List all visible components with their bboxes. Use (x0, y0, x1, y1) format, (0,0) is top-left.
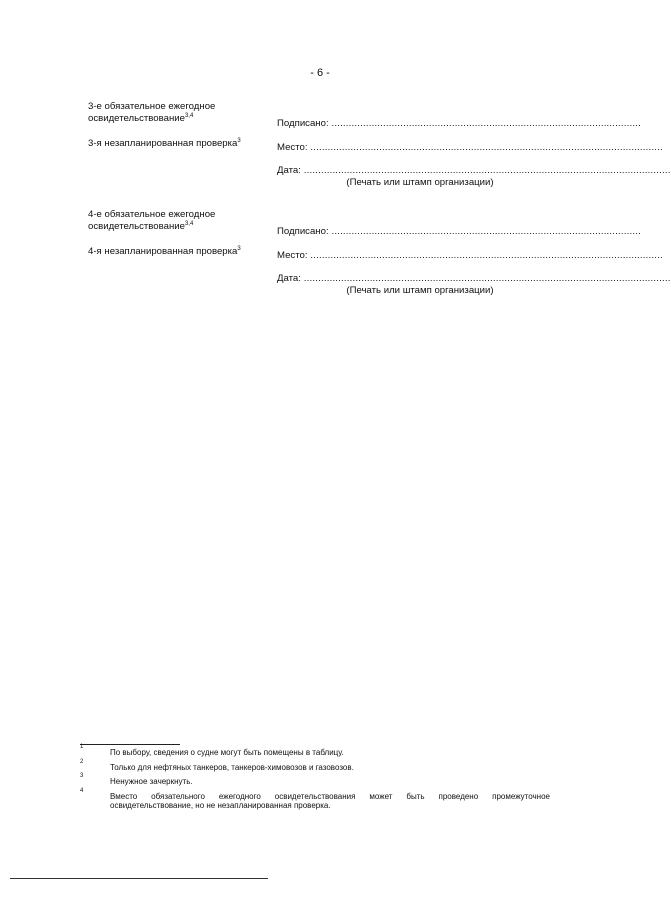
footnotes (80, 744, 550, 816)
annual-survey-label (88, 209, 258, 232)
footnote-number: 4 (80, 787, 84, 794)
page-number: - 6 - (310, 67, 330, 79)
annual-survey-line1: 3-е обязательное ежегодное (88, 101, 216, 112)
survey-block-3 (0, 101, 671, 197)
date-label: Дата: (277, 273, 301, 284)
place-label: Место: (277, 250, 308, 261)
annual-survey-line2: освидетельствование (88, 220, 185, 232)
footnote-text: Ненужное зачеркнуть. (110, 777, 193, 787)
unscheduled-check-label (88, 246, 258, 258)
page-bottom-rule (10, 878, 268, 879)
footnote-text: Вместо обязательного ежегодного освидетельствования может быть проведено промежуточное освидетельствование, но не незапланированная проверка. (110, 791, 550, 811)
footnote-separator (80, 744, 180, 745)
annual-survey-line2: освидетельствование (88, 112, 185, 124)
footnote-number: 1 (80, 744, 84, 750)
unscheduled-check-text: 4-я незапланированная проверка (88, 246, 238, 257)
annual-survey-footnote-ref: 3,4 (184, 112, 194, 119)
footnote-text: Только для нефтяных танкеров, танкеров-химовозов и газовозов. (110, 762, 354, 772)
footnote-number: 2 (80, 758, 84, 765)
annual-survey-line1: 4-е обязательное ежегодное (88, 209, 216, 220)
stamp-note: (Печать или штамп организации) (346, 177, 494, 188)
signed-label: Подписано: (277, 226, 329, 237)
signed-dotted-line: ............................................................................................................ (328, 226, 641, 237)
place-label: Место: (277, 142, 308, 153)
footnote-4 (80, 787, 550, 811)
footnote-1 (80, 744, 550, 758)
unscheduled-check-footnote-ref: 3 (237, 245, 241, 252)
stamp-note: (Печать или штамп организации) (346, 285, 494, 296)
footnote-number: 3 (80, 773, 84, 780)
footnote-3 (80, 773, 550, 787)
date-dotted-line: ................................................................................................................................ (300, 165, 671, 176)
unscheduled-check-label (88, 138, 258, 150)
signed-dotted-line: ............................................................................................................ (328, 118, 641, 129)
date-field[interactable] (277, 165, 671, 177)
date-field[interactable] (277, 273, 671, 285)
place-field[interactable] (277, 250, 663, 262)
signed-field[interactable] (277, 118, 641, 130)
survey-block-4 (0, 209, 671, 305)
annual-survey-footnote-ref: 3,4 (184, 220, 194, 227)
place-dotted-line: ........................................................................................................................... (307, 142, 663, 153)
date-dotted-line: ................................................................................................................................ (300, 273, 671, 284)
footnote-text: По выбору, сведения о судне могут быть помещены в таблицу. (110, 748, 344, 757)
unscheduled-check-footnote-ref: 3 (237, 137, 241, 144)
unscheduled-check-text: 3-я незапланированная проверка (88, 138, 238, 149)
date-label: Дата: (277, 165, 301, 176)
footnote-2 (80, 758, 550, 773)
annual-survey-label (88, 101, 258, 124)
signed-label: Подписано: (277, 118, 329, 129)
place-field[interactable] (277, 142, 663, 154)
place-dotted-line: ........................................................................................................................... (307, 250, 663, 261)
signed-field[interactable] (277, 226, 641, 238)
